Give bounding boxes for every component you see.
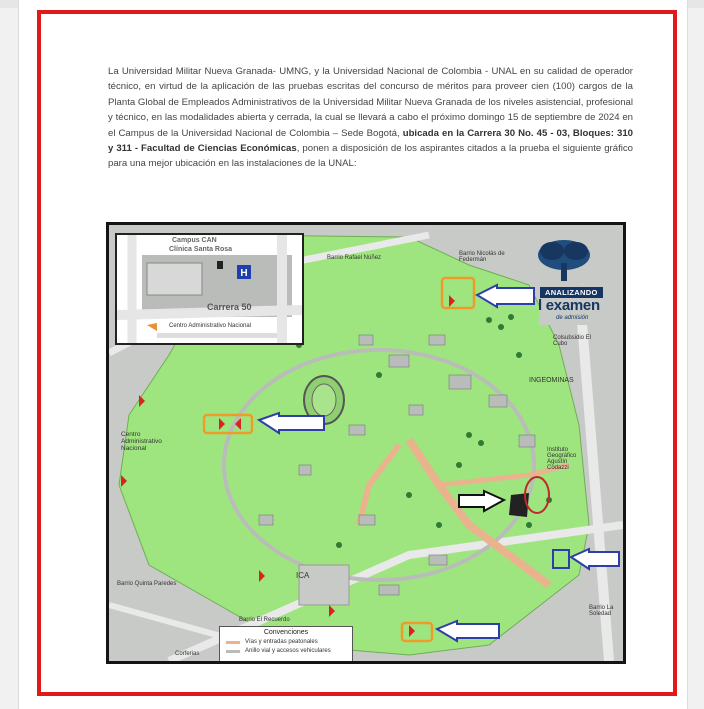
svg-text:H: H — [240, 268, 248, 279]
label-la-soledad: Barrio La Soledad — [589, 605, 614, 617]
label-instituto: Instituto Geográfico Agustín Codazzi — [547, 447, 577, 471]
logo-subtitle: de admisión — [556, 315, 589, 321]
label-can: Centro Administrativo Nacional — [121, 431, 162, 452]
label-barrio-nicolas: Barrio Nicolás de Federmán — [459, 251, 505, 263]
inset-road-label: Carrera 50 — [207, 302, 252, 312]
legend-row-pedestrian — [226, 639, 346, 645]
paragraph-intro: La Universidad Militar Nueva Granada- UMNG, y la Universidad Nacional de Colombia - UNAL en su calidad de operador técnico, en virtud de la aplicación de las pruebas escritas del concurso de méritos para proveer cien (100) cargos de la Planta Global de Empleados Administrativos de la Universidad Militar Nueva Granada de los niveles asistencial, profesional y técnico, en las modalidades abierta y cerrada, la cual se llevará a cabo el próximo domingo 15 de septiembre de 2024 en el Campus de la Universidad Nacional de Colombia – Sede Bogotá, — [108, 66, 633, 139]
pedestrian-swatch — [226, 641, 240, 644]
legend-title: Convenciones — [263, 629, 309, 636]
campus-map-figure — [106, 222, 626, 664]
legend-row1-label: Vías y entradas peatonales — [245, 639, 318, 645]
label-quinta-paredes: Barrio Quinta Paredes — [117, 581, 177, 587]
legend-row-vehicular — [226, 648, 346, 654]
label-ica: ICA — [296, 571, 310, 580]
label-barrio-rafael-nunez: Barrio Rafael Núñez — [327, 255, 382, 261]
paragraph-outro: , ponen a disposición de los aspirantes citados a la prueba el siguiente gráfico para una mejor ubicación en las instalaciones de la UNAL: — [108, 143, 634, 170]
inset-title-line1: Campus CAN — [172, 237, 217, 244]
map-legend — [219, 626, 353, 664]
map-inset-can — [115, 233, 304, 345]
paragraph-location: ubicada en la Carrera 30 No. 45 - 03, Bloques: 310 y 311 - Facultad de Ciencias Económicas — [108, 127, 633, 155]
logo-title: l examen — [538, 297, 600, 314]
document-paragraph — [108, 64, 633, 172]
legend-row2-label: Anillo vial y accesos vehiculares — [245, 648, 331, 654]
logo-tag: ANALIZANDO — [540, 287, 603, 298]
label-corferias: Corferias — [175, 651, 200, 657]
label-ingeominas: INGEOMINAS — [529, 377, 574, 384]
inset-building-label: Centro Administrativo Nacional — [169, 323, 252, 329]
vehicular-swatch — [226, 650, 240, 653]
label-el-recuerdo: Barrio El Recuerdo — [239, 617, 290, 623]
inset-title-line2: Clínica Santa Rosa — [169, 246, 233, 253]
tree-icon — [534, 237, 594, 283]
analizando-logo — [524, 235, 616, 330]
label-el-cubo: Colsubsidio El Cubo — [553, 335, 592, 347]
